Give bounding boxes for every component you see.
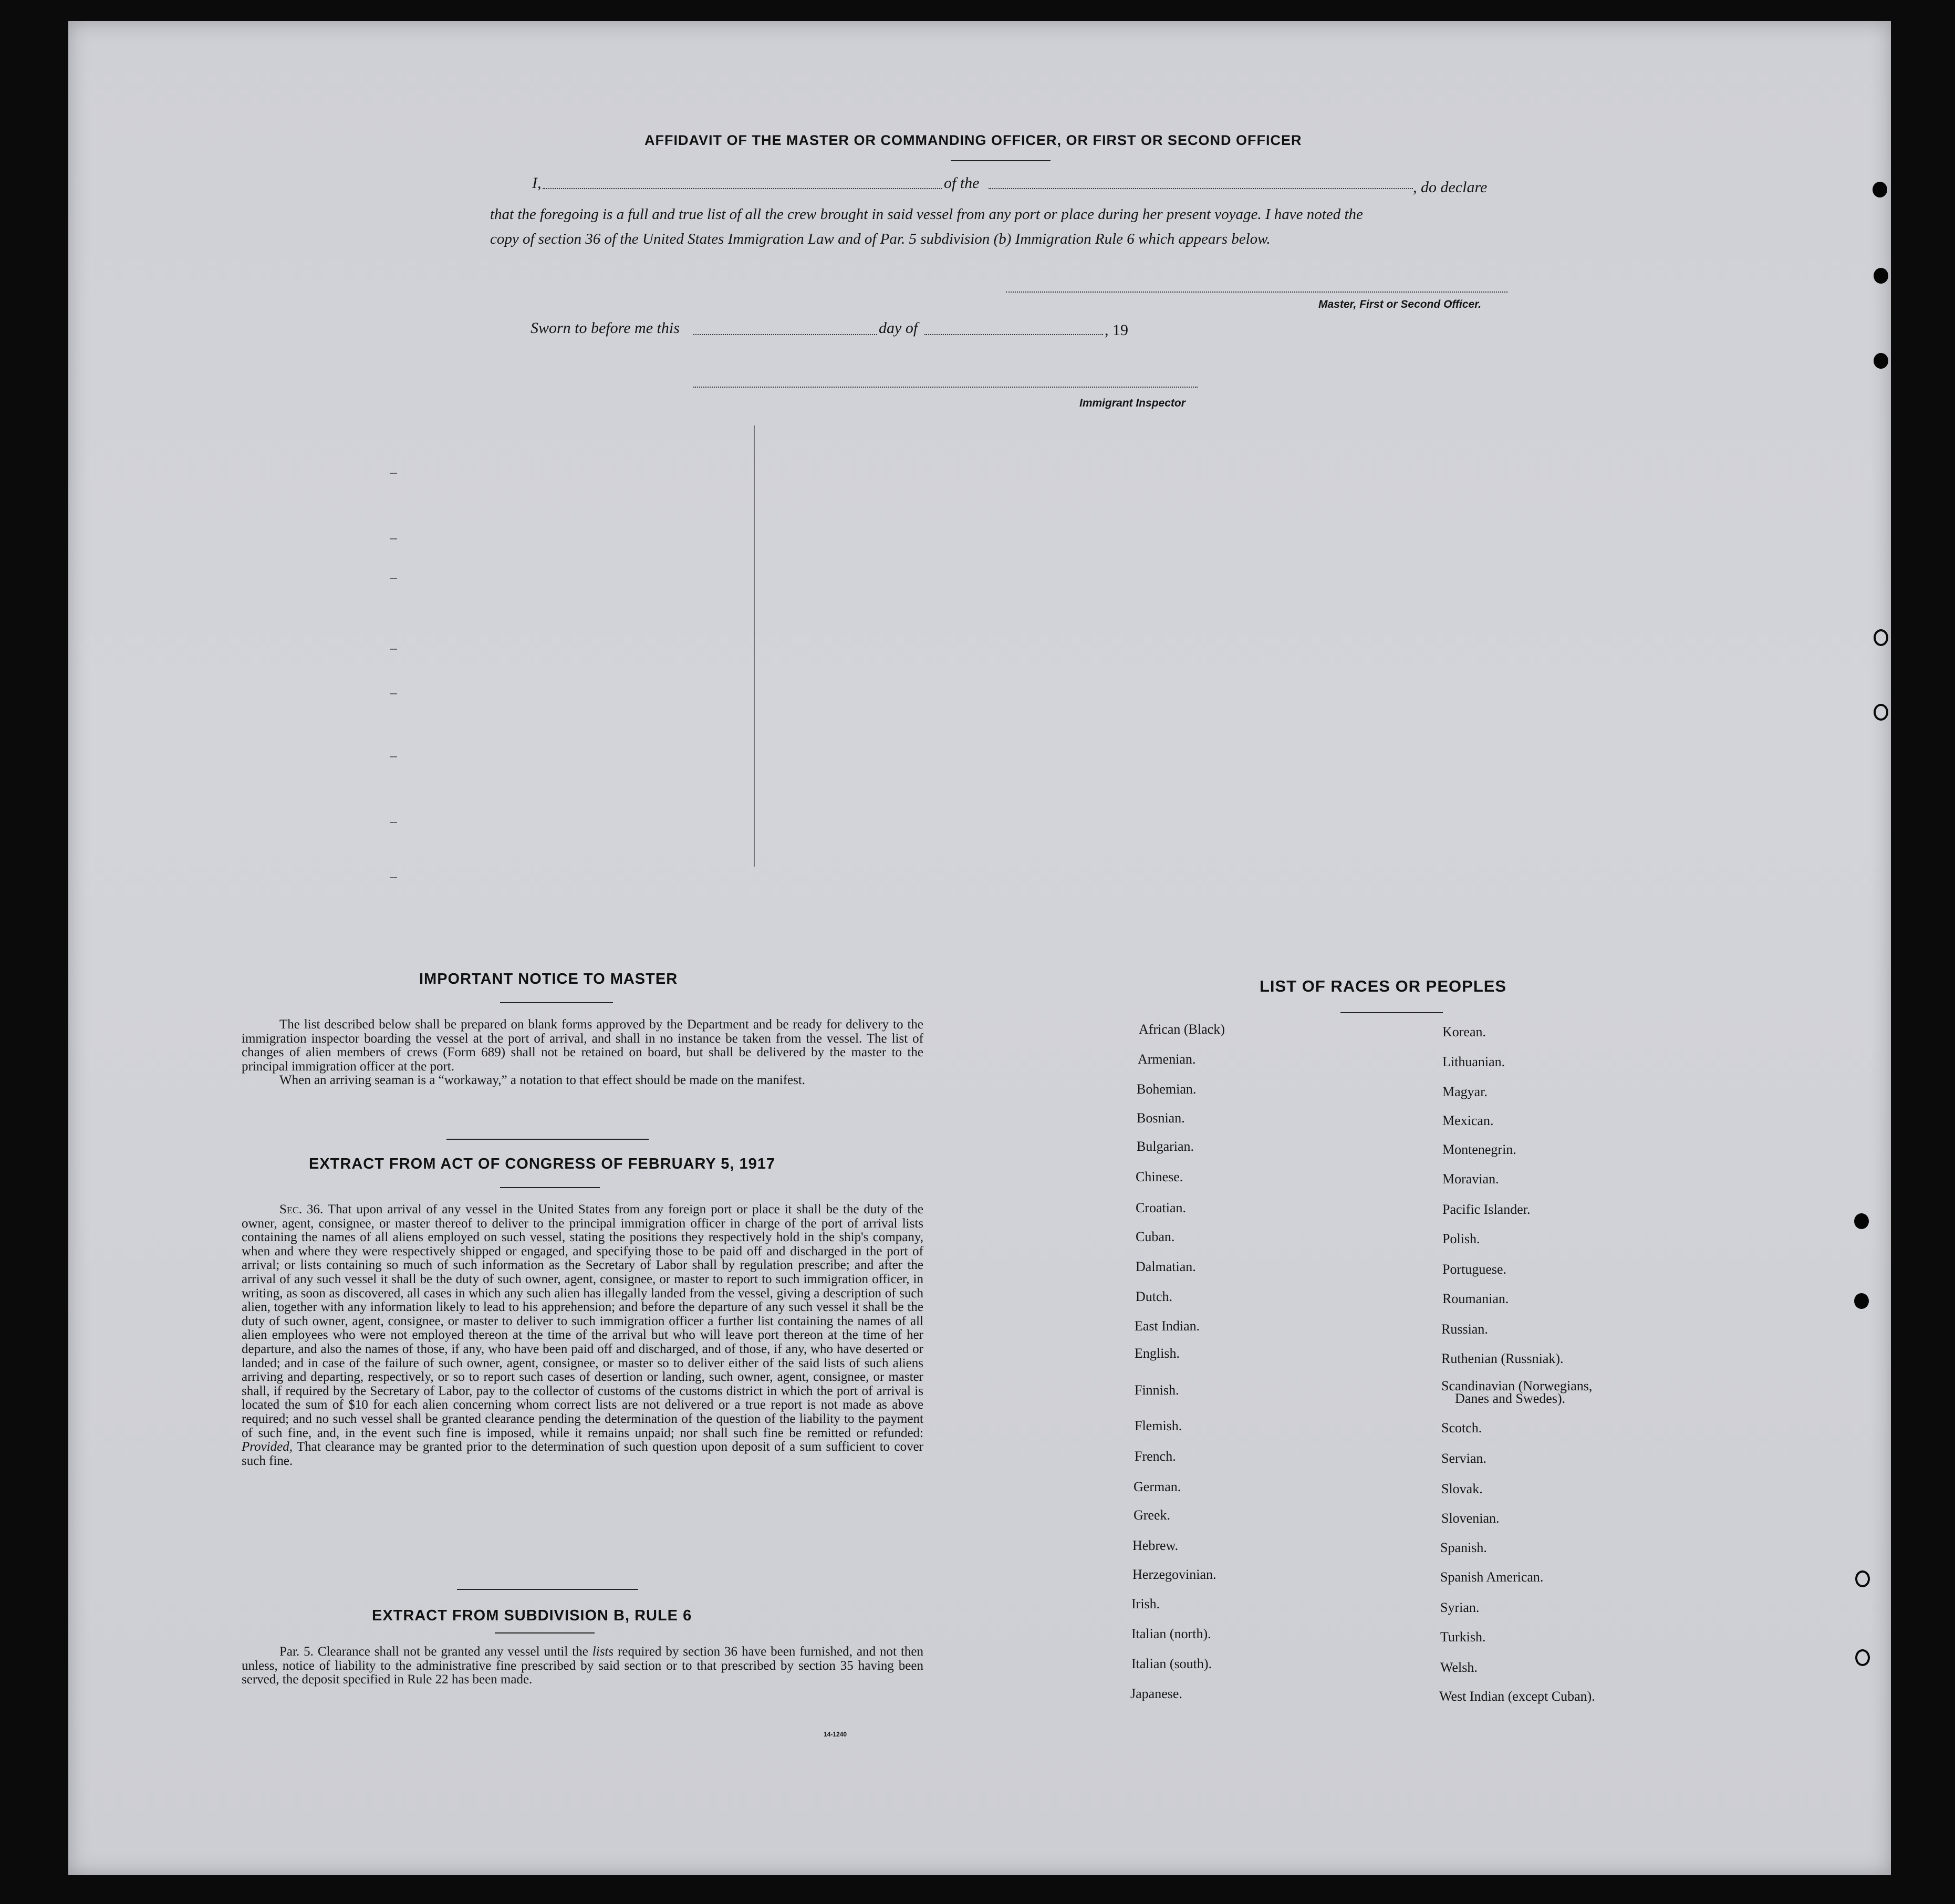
act-extract-body bbox=[242, 1203, 923, 1468]
race-item: Polish. bbox=[1442, 1231, 1480, 1246]
margin-tick bbox=[390, 473, 397, 474]
race-item: Turkish. bbox=[1440, 1629, 1486, 1645]
race-item: Bosnian. bbox=[1137, 1110, 1185, 1126]
punch-hole-icon bbox=[1855, 1570, 1870, 1587]
sworn-label: Sworn to before me this bbox=[531, 319, 680, 337]
affidavit-i-label: I, bbox=[532, 174, 542, 192]
rule-extract-top-rule bbox=[457, 1589, 638, 1590]
punch-hole-icon bbox=[1874, 353, 1888, 369]
name-blank-line bbox=[543, 188, 942, 189]
section-label: Sec. 36. bbox=[279, 1202, 324, 1216]
notice-body bbox=[242, 1018, 923, 1088]
punch-hole-icon bbox=[1874, 268, 1888, 284]
rule-extract-underline bbox=[495, 1632, 595, 1634]
race-item: Slovenian. bbox=[1441, 1511, 1500, 1526]
races-title: LIST OF RACES OR PEOPLES bbox=[1260, 977, 1507, 995]
race-item: Lithuanian. bbox=[1442, 1054, 1505, 1069]
punch-hole-icon bbox=[1874, 629, 1888, 646]
title-underline bbox=[951, 160, 1051, 161]
race-item: Ruthenian (Russniak). bbox=[1441, 1351, 1564, 1366]
provided-word: Provided, bbox=[242, 1440, 293, 1454]
sworn-month-blank bbox=[924, 334, 1103, 335]
notice-underline bbox=[500, 1002, 613, 1003]
margin-tick bbox=[390, 822, 397, 823]
race-item: Scandinavian (Norwegians, bbox=[1441, 1378, 1593, 1393]
margin-tick bbox=[390, 649, 397, 650]
year-label: , 19 bbox=[1105, 321, 1128, 339]
notice-paragraph-1: The list described below shall be prepared on blank forms approved by the Department and be ready for delivery to the immigration inspector boarding the vessel at the port of arrival, and shall in no instance be taken from the vessel. The list of changes of alien members of crews (Form 689) shall not be retained on board, but shall be delivered by the master to the principal immigration officer at the port. bbox=[242, 1017, 923, 1074]
race-item: Bulgarian. bbox=[1137, 1139, 1194, 1154]
race-item: Russian. bbox=[1441, 1322, 1488, 1337]
race-item: Scotch. bbox=[1441, 1420, 1482, 1435]
notice-paragraph-2: When an arriving seaman is a “workaway,” a notation to that effect should be made on the manifest. bbox=[279, 1073, 806, 1088]
margin-tick bbox=[390, 756, 397, 757]
punch-hole-icon bbox=[1873, 182, 1887, 197]
race-item: Syrian. bbox=[1440, 1600, 1480, 1615]
race-item: Herzegovinian. bbox=[1132, 1567, 1216, 1582]
officer-signature-caption: Master, First or Second Officer. bbox=[1318, 298, 1482, 310]
race-item: Italian (north). bbox=[1131, 1626, 1211, 1641]
race-item: Chinese. bbox=[1136, 1169, 1183, 1184]
vessel-blank-line bbox=[989, 188, 1413, 189]
act-extract-title: EXTRACT FROM ACT OF CONGRESS OF FEBRUARY 5, 1917 bbox=[309, 1156, 776, 1172]
officer-signature-line bbox=[1006, 292, 1507, 293]
race-item: Korean. bbox=[1442, 1024, 1486, 1039]
race-item: Italian (south). bbox=[1131, 1656, 1212, 1671]
race-item: Portuguese. bbox=[1442, 1262, 1507, 1277]
race-item: Mexican. bbox=[1442, 1113, 1494, 1128]
race-item: Irish. bbox=[1131, 1596, 1160, 1611]
punch-hole-icon bbox=[1854, 1293, 1869, 1309]
race-item: Japanese. bbox=[1130, 1686, 1182, 1701]
race-item: English. bbox=[1135, 1346, 1180, 1361]
race-item: Flemish. bbox=[1135, 1418, 1182, 1433]
punch-hole-icon bbox=[1855, 1649, 1870, 1666]
races-underline bbox=[1340, 1012, 1443, 1013]
race-item: German. bbox=[1134, 1479, 1181, 1494]
inspector-caption: Immigrant Inspector bbox=[1079, 397, 1186, 409]
margin-tick bbox=[390, 693, 397, 694]
race-item: Magyar. bbox=[1442, 1084, 1488, 1099]
affidavit-line-3: copy of section 36 of the United States Immigration Law and of Par. 5 subdivision (b) Immigration Rule 6 which appears below. bbox=[490, 231, 1271, 247]
race-item: West Indian (except Cuban). bbox=[1439, 1689, 1595, 1704]
race-item: Welsh. bbox=[1440, 1660, 1478, 1675]
race-item: Dalmatian. bbox=[1136, 1259, 1196, 1274]
race-item: Armenian. bbox=[1138, 1052, 1196, 1067]
race-item: Greek. bbox=[1134, 1507, 1171, 1523]
section-36-text-b: That clearance may be granted prior to the determination of such question upon deposit of a sum sufficient to cover such fine. bbox=[242, 1440, 923, 1468]
punch-hole-icon bbox=[1874, 704, 1888, 721]
form-number: 14-1240 bbox=[824, 1731, 847, 1738]
lists-word: lists bbox=[592, 1645, 614, 1659]
margin-tick bbox=[390, 877, 397, 878]
rule-extract-body bbox=[242, 1645, 923, 1687]
affidavit-of-the-label: of the bbox=[944, 174, 980, 192]
race-item-continuation: Danes and Swedes). bbox=[1455, 1391, 1566, 1406]
race-item: Bohemian. bbox=[1137, 1081, 1197, 1097]
rule-extract-title: EXTRACT FROM SUBDIVISION B, RULE 6 bbox=[372, 1607, 692, 1624]
race-item: French. bbox=[1135, 1449, 1176, 1464]
race-item: Dutch. bbox=[1136, 1289, 1173, 1304]
race-item: Moravian. bbox=[1442, 1171, 1499, 1187]
race-item: Spanish American. bbox=[1440, 1569, 1544, 1585]
margin-tick bbox=[390, 538, 397, 539]
race-item: Slovak. bbox=[1441, 1481, 1483, 1496]
affidavit-do-declare: , do declare bbox=[1413, 179, 1488, 196]
race-item: Roumanian. bbox=[1442, 1291, 1509, 1306]
notice-title: IMPORTANT NOTICE TO MASTER bbox=[419, 971, 678, 987]
par5-text-b: required by section 36 have been furnished, and not then unless, notice of liability to the administrative fine prescribed by said section or to that prescribed by section 35 having been served, the deposit specified in Rule 22 has been made. bbox=[242, 1645, 923, 1687]
race-item: Pacific Islander. bbox=[1442, 1202, 1531, 1217]
race-item: Servian. bbox=[1441, 1451, 1486, 1466]
affidavit-line-2: that the foregoing is a full and true list of all the crew brought in said vessel from any port or place during her present voyage. I have noted the bbox=[490, 206, 1363, 223]
par5-text-a: Par. 5. Clearance shall not be granted any vessel until the bbox=[279, 1645, 592, 1659]
race-item: Montenegrin. bbox=[1442, 1142, 1516, 1157]
document-page bbox=[68, 21, 1891, 1875]
act-extract-underline bbox=[500, 1187, 600, 1188]
section-divider bbox=[446, 1139, 649, 1140]
margin-tick bbox=[390, 578, 397, 579]
race-item: East Indian. bbox=[1135, 1318, 1200, 1334]
ruled-line bbox=[754, 425, 755, 867]
punch-hole-icon bbox=[1854, 1213, 1869, 1229]
inspector-signature-line bbox=[693, 387, 1198, 388]
race-item: Croatian. bbox=[1136, 1200, 1187, 1215]
sworn-day-blank bbox=[693, 334, 877, 335]
race-item: African (Black) bbox=[1139, 1022, 1225, 1037]
affidavit-title: AFFIDAVIT OF THE MASTER OR COMMANDING OFFICER, OR FIRST OR SECOND OFFICER bbox=[644, 132, 1302, 148]
race-item: Spanish. bbox=[1440, 1540, 1487, 1555]
race-item: Finnish. bbox=[1135, 1382, 1179, 1398]
race-item: Cuban. bbox=[1136, 1229, 1175, 1244]
day-of-label: day of bbox=[879, 319, 918, 337]
race-item: Hebrew. bbox=[1132, 1538, 1179, 1553]
section-36-text-a: That upon arrival of any vessel in the United States from any foreign port or place it shall be the duty of the owner, agent, consignee, or master thereof to deliver to the principal immigration officer in charge of the port of arrival lists containing the names of all aliens employed on such vessel, stating the positions they respectively hold in the ship's company, when and where they were respectively shipped or engaged, and specifying those to be paid off and discharged in the port of arrival; or lists containing so much of such information as the Secretary of Labor shall by regulation prescribe; and after the arrival of any such vessel it shall be the duty of such owner, agent, consignee, or master to report to such immigration officer, in writing, as soon as discovered, all cases in which any such alien has illegally landed from the vessel, giving a description of such alien, together with any information likely to lead to his apprehension; and before the departure of any such vessel it shall be the duty of such owner, agent, consignee, or master to deliver to such immigration officer a further list containing the names of all alien employees who were not employed thereon at the time of the arrival but who will leave port thereon at the time of her departure, and also the names of those, if any, who have been paid off and discharged, and of those, if any, who have deserted or landed; and in case of the failure of such owner, agent, consignee, or master so to deliver either of the said lists of such aliens arriving and departing, respectively, or so to report such cases of desertion or landing, such owner, agent, consignee, or master shall, if required by the Secretary of Labor, pay to the collector of customs of the customs district in which the port of arrival is located the sum of $10 for each alien concerning whom correct lists are not delivered or a true report is not made as above required; and no such vessel shall be granted clearance pending the determination of the question of the liability to the payment of such fine, and, in the event such fine is imposed, while it remains unpaid; nor shall such fine be remitted or refunded: bbox=[242, 1202, 924, 1440]
